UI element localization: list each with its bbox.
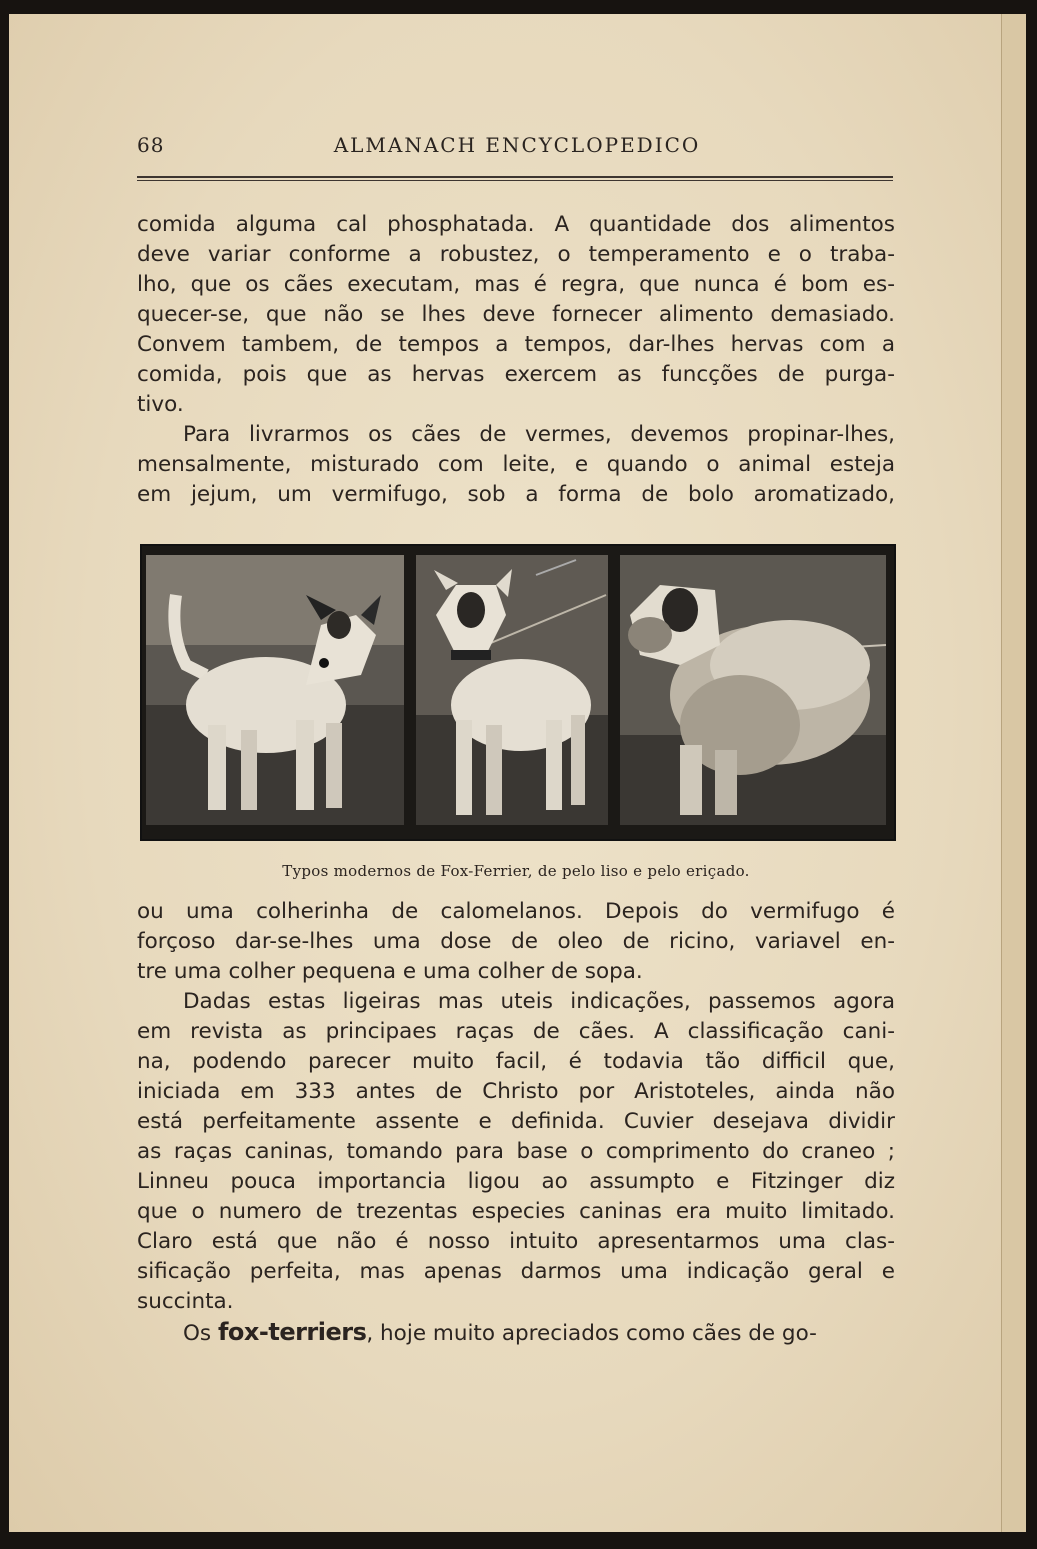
photo-wire-fox-terrier-right xyxy=(620,555,886,825)
text-line: comida alguma cal phosphatada. A quantidade dos alimentos xyxy=(137,212,895,237)
paragraph-bottom xyxy=(137,897,895,1347)
photo-smooth-fox-terrier-center xyxy=(416,555,608,825)
text-run: Os xyxy=(183,1321,218,1346)
text-line: as raças caninas, tomando para base o comprimento do craneo ; xyxy=(137,1139,895,1164)
running-title: ALMANACH ENCYCLOPEDICO xyxy=(333,133,701,157)
header-rule-thin xyxy=(137,180,893,181)
page-number: 68 xyxy=(137,133,165,157)
text-line: comida, pois que as hervas exercem as funcções de purga- xyxy=(137,362,895,387)
text-line: sificação perfeita, mas apenas darmos uma indicação geral e xyxy=(137,1259,895,1284)
text-line: lho, que os cães executam, mas é regra, que nunca é bom es- xyxy=(137,272,895,297)
text-line: está perfeitamente assente e definida. Cuvier desejava dividir xyxy=(137,1109,895,1134)
text-line: em revista as principaes raças de cães. A classificação cani- xyxy=(137,1019,895,1044)
text-run: , hoje muito apreciados como cães de go- xyxy=(366,1321,817,1346)
text-line: ou uma colherinha de calomelanos. Depois do vermifugo é xyxy=(137,899,895,924)
emphasis-fox-terriers: fox-terriers xyxy=(217,1318,367,1346)
text-line: Convem tambem, de tempos a tempos, dar-lhes hervas com a xyxy=(137,332,895,357)
text-line: iniciada em 333 antes de Christo por Aristoteles, ainda não xyxy=(137,1079,895,1104)
text-line: forçoso dar-se-lhes uma dose de oleo de ricino, variavel en- xyxy=(137,929,895,954)
text-line: tivo. xyxy=(137,392,184,417)
photo-smooth-fox-terrier-left xyxy=(146,555,404,825)
text-line: mensalmente, misturado com leite, e quando o animal esteja xyxy=(137,452,895,477)
figure-caption: Typos modernos de Fox-Ferrier, de pelo liso e pelo eriçado. xyxy=(282,862,750,880)
dog-photographs xyxy=(140,544,896,841)
text-line: Claro está que não é nosso intuito apresentarmos uma clas- xyxy=(137,1229,895,1254)
text-line-fox-terriers xyxy=(137,1317,895,1347)
text-line: Para livrarmos os cães de vermes, devemos propinar-lhes, xyxy=(183,422,895,447)
text-line: na, podendo parecer muito facil, é todavia tão difficil que, xyxy=(137,1049,895,1074)
running-header xyxy=(137,133,897,163)
text-line: em jejum, um vermifugo, sob a forma de bolo aromatizado, xyxy=(137,482,895,507)
text-line: Dadas estas ligeiras mas uteis indicações, passemos agora xyxy=(183,989,895,1014)
header-rule xyxy=(137,176,893,178)
text-line: quecer-se, que não se lhes deve fornecer alimento demasiado. xyxy=(137,302,895,327)
text-line: tre uma colher pequena e uma colher de sopa. xyxy=(137,959,643,984)
text-line: deve variar conforme a robustez, o temperamento e o traba- xyxy=(137,242,895,267)
text-line: que o numero de trezentas especies caninas era muito limitado. xyxy=(137,1199,895,1224)
text-line: Linneu pouca importancia ligou ao assumpto e Fitzinger diz xyxy=(137,1169,895,1194)
page-spine-edge xyxy=(1001,14,1026,1532)
text-line: succinta. xyxy=(137,1289,234,1314)
paragraph-top xyxy=(137,210,895,510)
